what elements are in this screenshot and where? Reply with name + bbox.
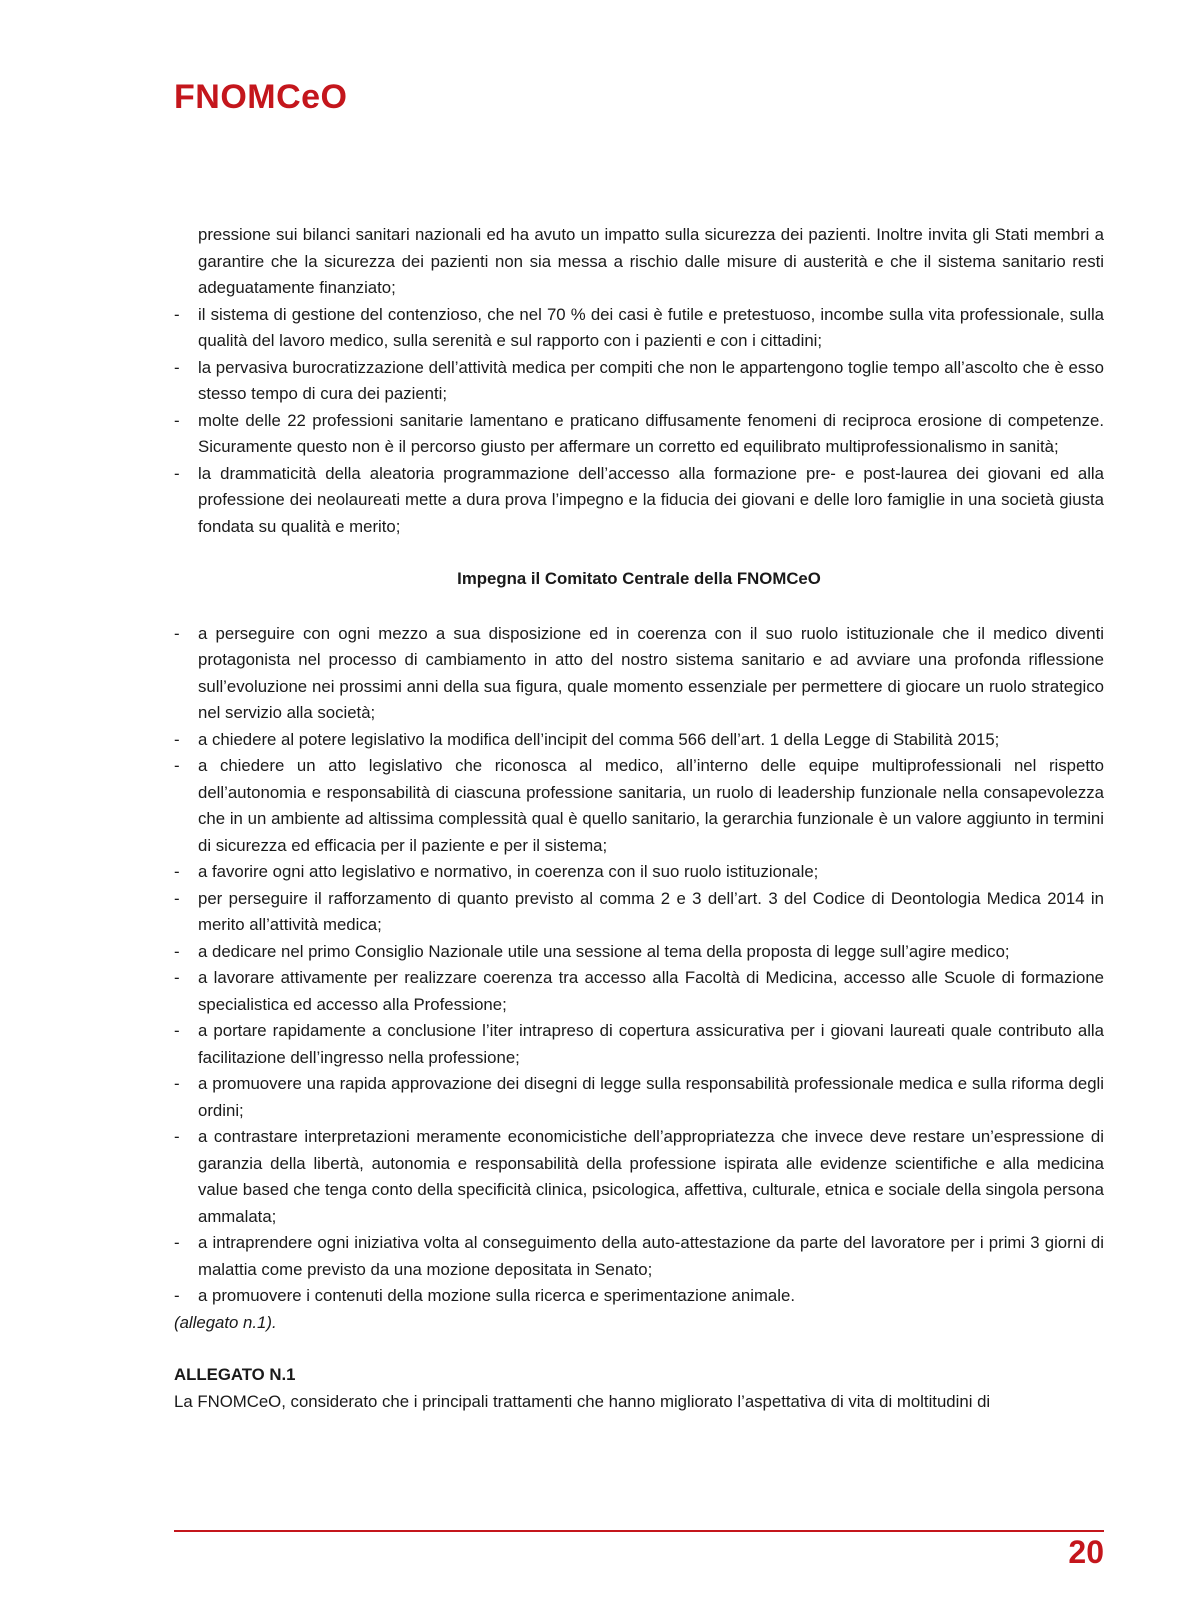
- list-item: - a dedicare nel primo Consiglio Nazionale utile una sessione al tema della proposta di legge sull’agire medico;: [174, 941, 1010, 961]
- annex-reference: (allegato n.1).: [174, 1312, 277, 1332]
- list-item: - a promuovere una rapida approvazione dei disegni di legge sulla responsabilità professionale medica e sulla riforma degli ordini;: [174, 1074, 1104, 1120]
- list-item: - a intraprendere ogni iniziativa volta al conseguimento della auto-attestazione da parte del lavoratore per i primi 3 giorni di malattia come previsto da una mozione depositata in Senato;: [174, 1233, 1104, 1279]
- page-number: 20: [1068, 1534, 1104, 1570]
- list-item: - a chiedere al potere legislativo la modifica dell’incipit del comma 566 dell’art. 1 della Legge di Stabilità 2015;: [174, 729, 1000, 749]
- list-item: - a perseguire con ogni mezzo a sua disposizione ed in coerenza con il suo ruolo istituzionale che il medico diventi protagonista nel processo di cambiamento in atto del nostro sistema sanitario e ad avviare una profonda riflessione sull’evoluzione nei prossimi anni della sua figura, quale momento essenziale per permettere di giocare un ruolo strategico nel servizio alla società;: [174, 623, 1104, 722]
- list-item: - a favorire ogni atto legislativo e normativo, in coerenza con il suo ruolo istituzionale;: [174, 862, 819, 881]
- annex-heading: ALLEGATO N.1: [174, 1365, 296, 1384]
- list-item: - a portare rapidamente a conclusione l’iter intrapreso di copertura assicurativa per i giovani laureati quale contributo alla facilitazione dell’ingresso nella professione;: [174, 1021, 1104, 1067]
- list-item: - il sistema di gestione del contenzioso, che nel 70 % dei casi è futile e pretestuoso, incombe sulla vita professionale, sulla qualità del lavoro medico, sulla serenità e sul rapporto con i pazienti e con i cittadini;: [174, 304, 1104, 350]
- list-item: - per perseguire il rafforzamento di quanto previsto al comma 2 e 3 dell’art. 3 del Codice di Deontologia Medica 2014 in merito all’attività medica;: [174, 888, 1104, 934]
- publication-title: FNOMCeO: [174, 78, 348, 116]
- list-item: - a promuovere i contenuti della mozione sulla ricerca e sperimentazione animale.: [174, 1286, 795, 1305]
- footer-divider: [174, 1530, 1104, 1532]
- list-item: - la drammaticità della aleatoria programmazione dell’accesso alla formazione pre- e post-laurea dei giovani ed alla professione dei neolaureati mette a dura prova l’impegno e la fiducia dei giovani e delle loro famiglie in una società giusta fondata su qualità e merito;: [174, 463, 1104, 536]
- intro-paragraph: pressione sui bilanci sanitari nazionali ed ha avuto un impatto sulla sicurezza dei pazienti. Inoltre invita gli Stati membri a garantire che la sicurezza dei pazienti non sia messa a rischio dalle misure di austerità e che il sistema sanitario resti adeguatamente finanziato;: [198, 225, 1104, 297]
- commitments-list: [174, 621, 1104, 1310]
- list-item: - a chiedere un atto legislativo che riconosca al medico, all’interno delle equipe multiprofessionali nel rispetto dell’autonomia e responsabilità di ciascuna professione sanitaria, un ruolo di leadership funzionale nella consapevolezza che in un ambiente ad altissima complessità qual è quello sanitario, la gerarchia funzionale è un valore aggiunto in termini di sicurezza ed efficacia per il paziente e per il sistema;: [174, 756, 1104, 855]
- list-item: - la pervasiva burocratizzazione dell’attività medica per compiti che non le appartengono toglie tempo all’ascolto che è esso stesso tempo di cura dei pazienti;: [174, 357, 1104, 403]
- list-item: - a lavorare attivamente per realizzare coerenza tra accesso alla Facoltà di Medicina, accesso alle Scuole di formazione specialistica ed accesso alla Professione;: [174, 968, 1104, 1014]
- list-item: - molte delle 22 professioni sanitarie lamentano e praticano diffusamente fenomeni di reciproca erosione di competenze. Sicuramente questo non è il percorso giusto per affermare un corretto ed equilibrato multiprofessionalismo in sanità;: [174, 410, 1104, 456]
- section-heading: Impegna il Comitato Centrale della FNOMCeO: [457, 569, 821, 588]
- list-item: - a contrastare interpretazioni meramente economicistiche dell’appropriatezza che invece deve restare un’espressione di garanzia della libertà, autonomia e responsabilità della professione ispirata alle evidenze scientifiche e alla medicina value based che tenga conto della specificità clinica, psicologica, affettiva, culturale, etnica e sociale della singola persona ammalata;: [174, 1127, 1104, 1226]
- annex-paragraph: La FNOMCeO, considerato che i principali trattamenti che hanno migliorato l’aspettativa di vita di moltitudini di: [174, 1391, 991, 1411]
- considerations-list: [174, 302, 1104, 541]
- document-body: [174, 222, 1104, 1415]
